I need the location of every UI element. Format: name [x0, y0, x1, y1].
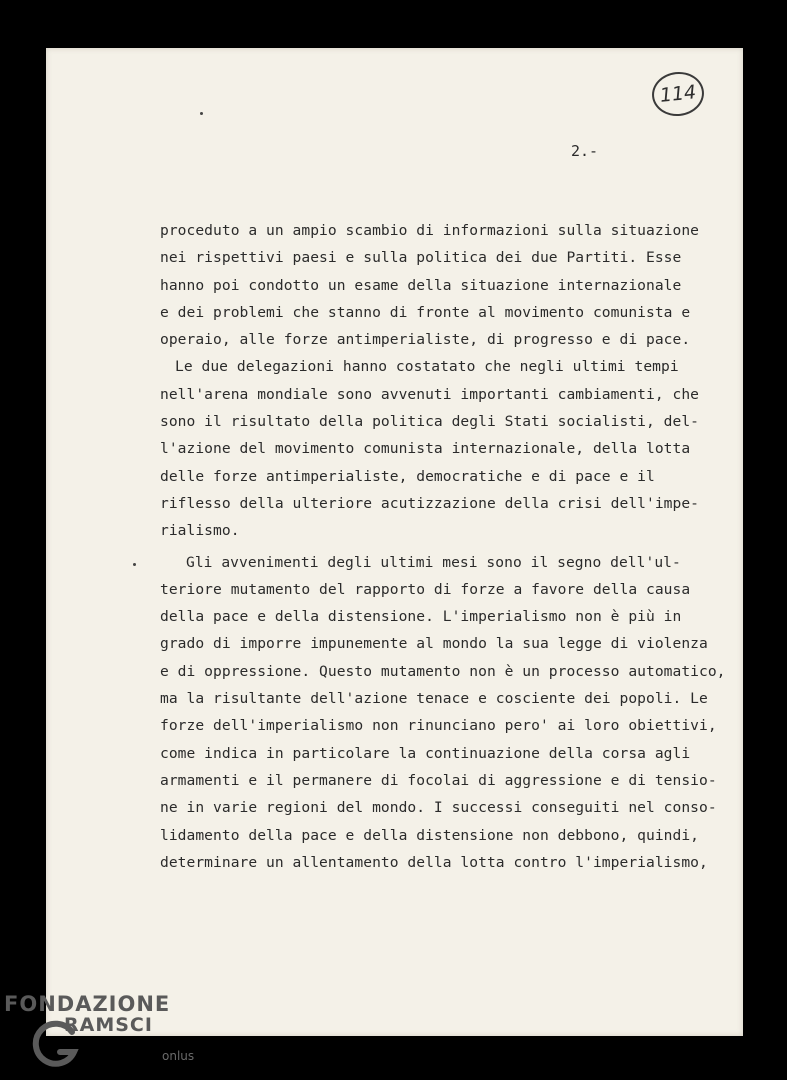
ink-speck: [133, 563, 136, 566]
text-line: ne in varie regioni del mondo. I successi conseguiti nel conso-: [160, 799, 717, 817]
text-line: delle forze antimperialiste, democratiche e di pace e il: [160, 467, 655, 485]
page-number: 2.-: [571, 142, 599, 160]
text-line: nei rispettivi paesi e sulla politica dei due Partiti. Esse: [160, 249, 682, 267]
text-line: operaio, alle forze antimperialiste, di progresso e di pace.: [160, 331, 691, 349]
text-line: grado di imporre impunemente al mondo la sua legge di violenza: [160, 635, 708, 653]
watermark-line-1: FONDAZIONE: [4, 992, 171, 1016]
ink-speck: [200, 112, 203, 115]
archive-number-stamp: 114: [650, 69, 706, 118]
text-line: Le due delegazioni hanno costatato che negli ultimi tempi: [175, 358, 679, 376]
text-line: come indica in particolare la continuazione della corsa agli: [160, 744, 691, 762]
text-line: l'azione del movimento comunista internazionale, della lotta: [160, 440, 691, 458]
text-line: determinare un allentamento della lotta contro l'imperialismo,: [160, 853, 708, 871]
watermark-line-2: RAMSCI: [64, 1014, 153, 1036]
watermark-suffix: onlus: [162, 1049, 195, 1063]
text-line: e dei problemi che stanno di fronte al movimento comunista e: [160, 303, 691, 321]
text-line: lidamento della pace e della distensione non debbono, quindi,: [160, 826, 700, 844]
text-line: riflesso della ulteriore acutizzazione della crisi dell'impe-: [160, 494, 700, 512]
text-line: Gli avvenimenti degli ultimi mesi sono il segno dell'ul-: [186, 553, 681, 571]
archive-watermark: [4, 992, 204, 1072]
text-line: hanno poi condotto un esame della situazione internazionale: [160, 276, 682, 294]
text-line: nell'arena mondiale sono avvenuti importanti cambiamenti, che: [160, 385, 700, 403]
text-line: rialismo.: [160, 522, 240, 540]
typed-text-body: [160, 217, 726, 876]
text-line: sono il risultato della politica degli Stati socialisti, del-: [160, 413, 700, 431]
text-line: e di oppressione. Questo mutamento non è un processo automatico,: [160, 662, 726, 680]
text-line: forze dell'imperialismo non rinunciano pero' ai loro obiettivi,: [160, 717, 717, 735]
text-line: ma la risultante dell'azione tenace e cosciente dei popoli. Le: [160, 690, 708, 708]
text-line: armamenti e il permanere di focolai di aggressione e di tensio-: [160, 771, 717, 789]
text-line: della pace e della distensione. L'imperialismo non è più in: [160, 608, 682, 626]
text-line: proceduto a un ampio scambio di informazioni sulla situazione: [160, 222, 700, 239]
text-line: teriore mutamento del rapporto di forze a favore della causa: [160, 580, 691, 598]
